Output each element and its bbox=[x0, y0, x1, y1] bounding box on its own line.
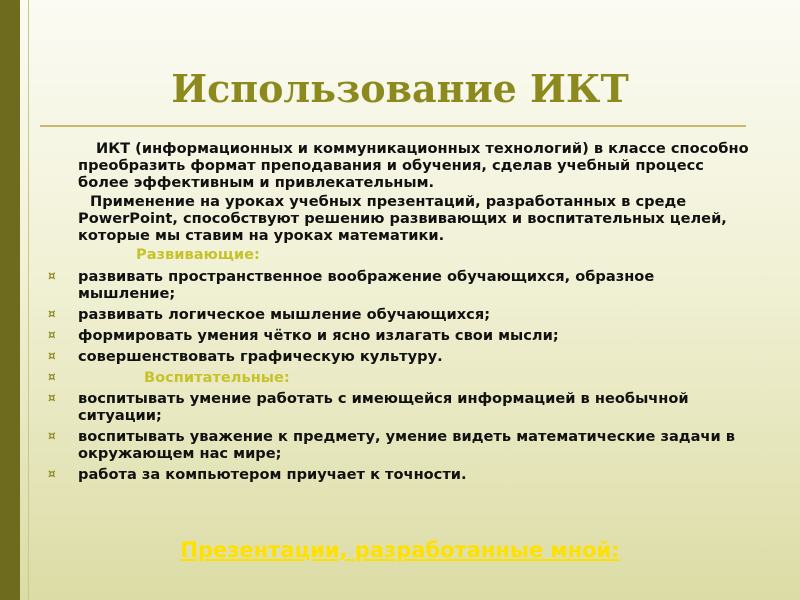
bullet-icon: ¤ bbox=[48, 370, 56, 384]
bullet-icon: ¤ bbox=[48, 467, 56, 481]
bullet-icon: ¤ bbox=[48, 269, 56, 283]
section-heading-developing: Развивающие: bbox=[136, 246, 260, 263]
presentations-link[interactable]: Презентации, разработанные мной: bbox=[180, 538, 620, 562]
section-heading-row bbox=[44, 369, 756, 386]
left-accent-line bbox=[28, 0, 29, 600]
list-item: ¤ развивать пространственное воображение обучающихся, образное мышление; bbox=[48, 268, 655, 302]
list-item: ¤ формировать умения чётко и ясно излагать свои мысли; bbox=[48, 327, 559, 344]
bullet-icon: ¤ bbox=[48, 328, 56, 342]
section-heading-educational: Воспитательные: bbox=[144, 369, 290, 386]
list-item: ¤ совершенствовать графическую культуру. bbox=[48, 348, 443, 365]
left-accent-band bbox=[0, 0, 20, 600]
slide-body bbox=[44, 140, 756, 487]
slide-title: Использование ИКТ bbox=[171, 66, 629, 111]
title-divider bbox=[40, 125, 746, 127]
list-item: ¤ работа за компьютером приучает к точности. bbox=[48, 466, 467, 483]
list-item: ¤ воспитывать уважение к предмету, умение видеть математические задачи в окружающем нас мире; bbox=[48, 428, 735, 462]
bullet-icon: ¤ bbox=[48, 349, 56, 363]
bullet-icon: ¤ bbox=[48, 429, 56, 443]
list-item: ¤ воспитывать умение работать с имеющейся информацией в необычной ситуации; bbox=[48, 390, 689, 424]
bullet-icon: ¤ bbox=[48, 307, 56, 321]
intro-paragraph-1: ИКТ (информационных и коммуникационных технологий) в классе способно преобразить формат преподавания и обучения, сделав учебный процесс более эффективным и привлекательным. bbox=[78, 140, 749, 191]
intro-paragraph-2: Применение на уроках учебных презентаций, разработанных в среде PowerPoint, способствуют решению развивающих и воспитательных целей, которые мы ставим на уроках математики. bbox=[78, 193, 727, 244]
bullet-icon: ¤ bbox=[48, 391, 56, 405]
list-item: ¤ развивать логическое мышление обучающихся; bbox=[48, 306, 491, 323]
